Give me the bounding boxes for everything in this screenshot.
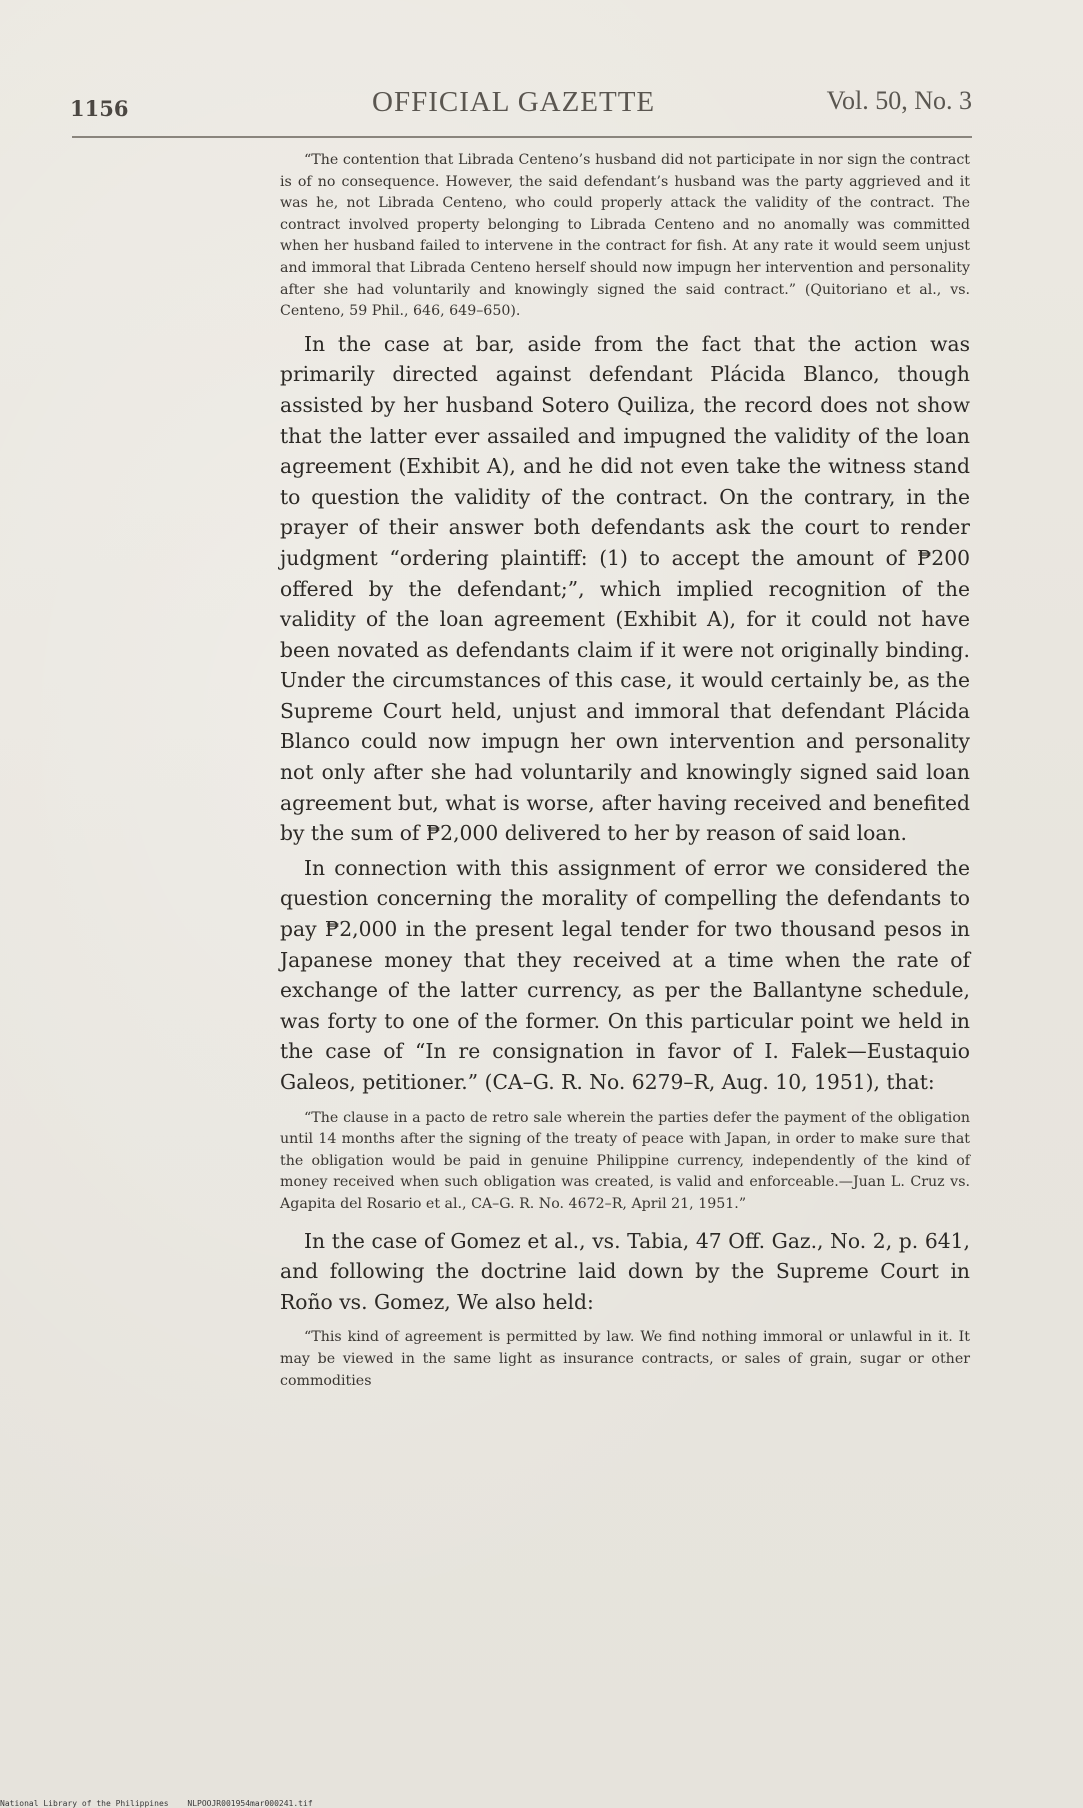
block-quote-quitoriano: “The contention that Librada Centeno’s husband did not participate in nor sign the contract is of no consequence. However, the said defendant’s husband was the party aggrieved and it was he, not Librada Centeno, who could properly attack the validity of the contract. The contract involved property belonging to Librada Centeno and no anomally was committed when her husband failed to intervene in the contract for fish. At any rate it would seem unjust and immoral that Librada Centeno herself should now impugn her intervention and personality after she had voluntarily and knowingly signed the said contract.” (Quitoriano et al., vs. Centeno, 59 Phil., 646, 649–650). [280, 152, 970, 320]
scan-footer [0, 1799, 327, 1808]
header-rule [72, 136, 972, 138]
footer-source: National Library of the Philippines [0, 1799, 169, 1808]
paragraph-assignment-of-error: In connection with this assignment of error we considered the question concerning the morality of compelling the defendants to pay ₱2,000 in the present legal tender for two thousand pesos in Japanese money that they received at a time when the rate of exchange of the latter currency, as per the Ballantyne schedule, was forty to one of the former. On this particular point we held in the case of “In re consignation in favor of I. Falek—Eustaquio Galeos, petitioner.” (CA–G. R. No. 6279–R, Aug. 10, 1951), that: [280, 855, 970, 1094]
block-quote-agreement: “This kind of agreement is permitted by law. We find nothing immoral or unlawful in it. It may be viewed in the same light as insurance contracts, or sales of grain, sugar or other commodities [280, 1329, 970, 1389]
page-number: 1156 [70, 96, 129, 121]
footer-file-id: NLPOOJR001954mar000241.tif [187, 1799, 313, 1808]
block-quote-pacto-de-retro: “The clause in a pacto de retro sale wherein the parties defer the payment of the obligation until 14 months after the signing of the treaty of peace with Japan, in order to make sure that the obligation would be paid in genuine Philippine currency, independently of the kind of money received when such obligation was created, is valid and enforceable.—Juan L. Cruz vs. Agapita del Rosario et al., CA–G. R. No. 4672–R, April 21, 1951.” [280, 1109, 970, 1212]
running-title: OFFICIAL GAZETTE [372, 86, 656, 118]
page-header [62, 86, 972, 136]
page-body [280, 150, 970, 1392]
paragraph-gomez-tabia: In the case of Gomez et al., vs. Tabia, 47 Off. Gaz., No. 2, p. 641, and following the doctrine laid down by the Supreme Court in Roño vs. Gomez, We also held: [280, 1228, 970, 1314]
volume-number: Vol. 50, No. 3 [826, 86, 972, 115]
paragraph-case-at-bar: In the case at bar, aside from the fact that the action was primarily directed against defendant Plácida Blanco, though assisted by her husband Sotero Quiliza, the record does not show that the latter ever assailed and impugned the validity of the loan agreement (Exhibit A), and he did not even take the witness stand to question the validity of the contract. On the contrary, in the prayer of their answer both defendants ask the court to render judgment “ordering plaintiff: (1) to accept the amount of ₱200 offered by the defendant;”, which implied recognition of the validity of the loan agreement (Exhibit A), for it could not have been novated as defendants claim if it were not originally binding. Under the circumstances of this case, it would certainly be, as the Supreme Court held, unjust and immoral that defendant Plácida Blanco could now impugn her own intervention and personality not only after she had voluntarily and knowingly signed said loan agreement but, what is worse, after having received and benefited by the sum of ₱2,000 delivered to her by reason of said loan. [280, 331, 970, 846]
